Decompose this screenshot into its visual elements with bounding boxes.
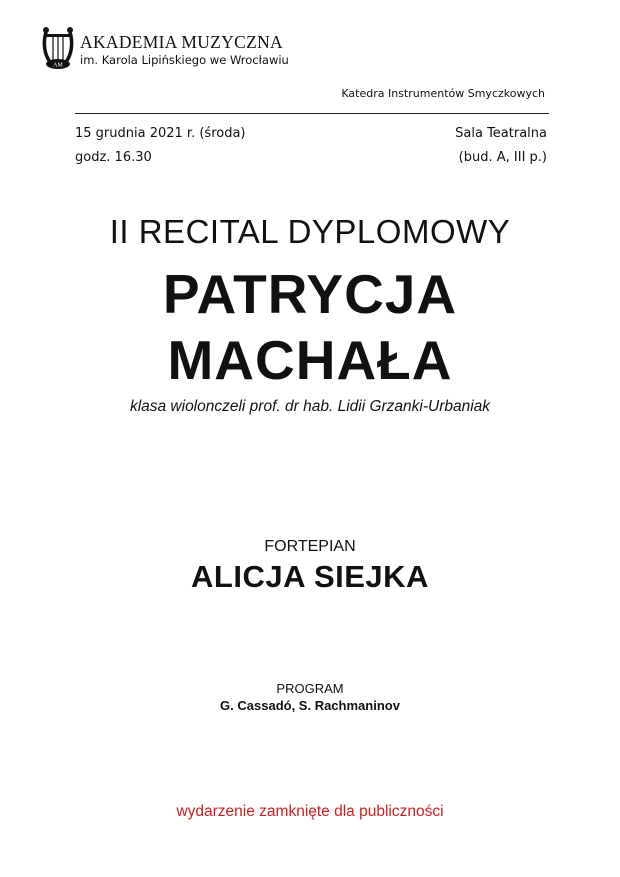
department-name: Katedra Instrumentów Smyczkowych [341, 87, 545, 100]
recital-title: II RECITAL DYPLOMOWY [109, 213, 511, 250]
program-heading: PROGRAM [276, 681, 344, 696]
class-info: klasa wiolonczeli prof. dr hab. Lidii Grzanki-Urbaniak [129, 398, 491, 415]
event-venue: Sala Teatralna [455, 126, 547, 141]
event-date: 15 grudnia 2021 r. (środa) [75, 126, 246, 141]
institution-name: AKADEMIA MUZYCZNA [80, 32, 283, 52]
performer-first-name: PATRYCJA [162, 263, 458, 325]
program-composers: G. Cassadó, S. Rachmaninov [220, 698, 400, 713]
event-venue-detail: (bud. A, III p.) [458, 150, 547, 165]
event-datetime [75, 122, 246, 170]
institution-subtitle: im. Karola Lipińskiego we Wrocławiu [80, 53, 289, 67]
lyre-icon [38, 24, 78, 72]
performer-last-name: MACHAŁA [167, 329, 453, 391]
event-time: godz. 16.30 [75, 150, 152, 165]
event-location [455, 122, 547, 170]
header-divider [75, 113, 549, 114]
svg-text:AM: AM [53, 62, 63, 69]
closed-event-notice: wydarzenie zamknięte dla publiczności [176, 803, 444, 820]
accompanist-name: ALICJA SIEJKA [191, 559, 429, 594]
accompanist-instrument: FORTEPIAN [264, 538, 356, 555]
